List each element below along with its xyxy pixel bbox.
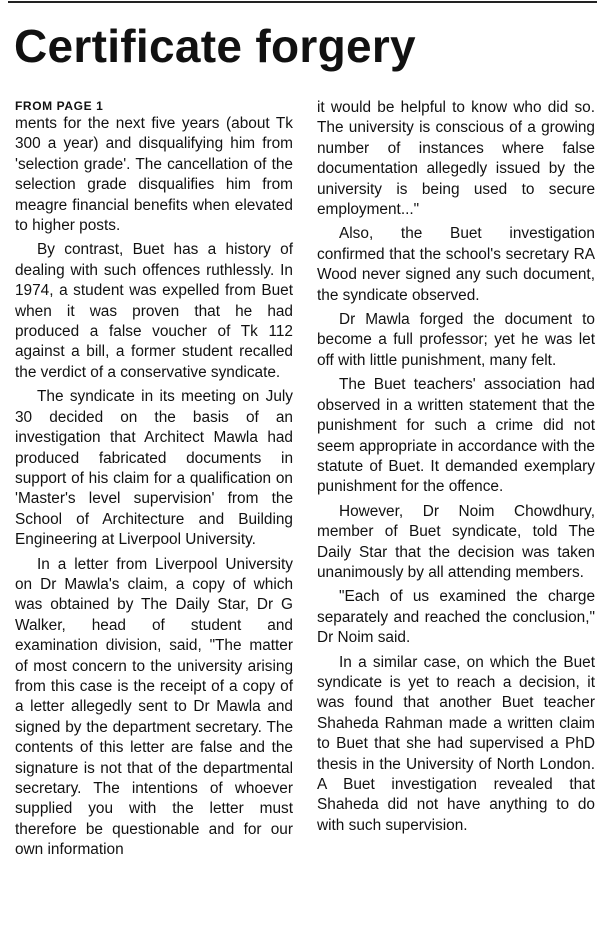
paragraph: Dr Mawla forged the document to become a full professor; yet he was let off with little punishment, many felt. xyxy=(317,311,595,369)
article-column-left xyxy=(15,98,293,861)
article-column-right xyxy=(317,98,595,836)
continued-from-label: FROM PAGE 1 xyxy=(15,99,104,113)
paragraph: In a similar case, on which the Buet syndicate is yet to reach a decision, it was found that another Buet teacher Shaheda Rahman made a written claim to Buet that she had supervised a PhD thesis in the University of North London. A Buet investigation revealed that Shaheda did not have anything to do with such supervision. xyxy=(317,653,595,834)
paragraph: The Buet teachers' association had observed in a written statement that the punishment for such a crime did not seem appropriate in accordance with the statute of Buet. It demanded exemplary punishment for the offence. xyxy=(317,376,595,496)
paragraph: it would be helpful to know who did so. The university is conscious of a growing number of instances where false documentation allegedly issued by the university is being used to secure employment..." xyxy=(317,99,595,219)
top-rule xyxy=(8,1,597,3)
headline: Certificate forgery xyxy=(14,20,416,72)
paragraph: In a letter from Liverpool University on Dr Mawla's claim, a copy of which was obtained by The Daily Star, Dr G Walker, head of student and examination division, said, "The matter of most concern to the university arising from this case is the receipt of a copy of a letter allegedly sent to Dr Mawla and signed by the department secretary. The contents of this letter are false and the signature is not that of the departmental secretary. The intentions of whoever supplied you with the letter must therefore be questionable and for our own information xyxy=(15,555,293,859)
paragraph: However, Dr Noim Chowdhury, member of Buet syndicate, told The Daily Star that the decision was taken unanimously by all attending members. xyxy=(317,502,595,581)
paragraph: The syndicate in its meeting on July 30 decided on the basis of an investigation that Architect Mawla had produced fabricated documents in support of his claim for a qualification on 'Master's level supervision' from the School of Architecture and Building Engineering at Liverpool University. xyxy=(15,388,293,549)
paragraph: By contrast, Buet has a history of dealing with such offences ruthlessly. In 1974, a student was expelled from Buet when it was proven that he had produced a false voucher of Tk 112 against a bill, a former student recalled the verdict of a conservative syndicate. xyxy=(15,241,293,381)
paragraph: Also, the Buet investigation confirmed that the school's secretary RA Wood never signed any such document, the syndicate observed. xyxy=(317,225,595,304)
paragraph: ments for the next five years (about Tk 300 a year) and disqualifying him from 'selection grade'. The cancellation of the selection grade disqualifies him from meagre financial benefits when elevated to higher posts. xyxy=(15,115,293,235)
paragraph: "Each of us examined the charge separately and reached the conclusion," Dr Noim said. xyxy=(317,588,595,647)
